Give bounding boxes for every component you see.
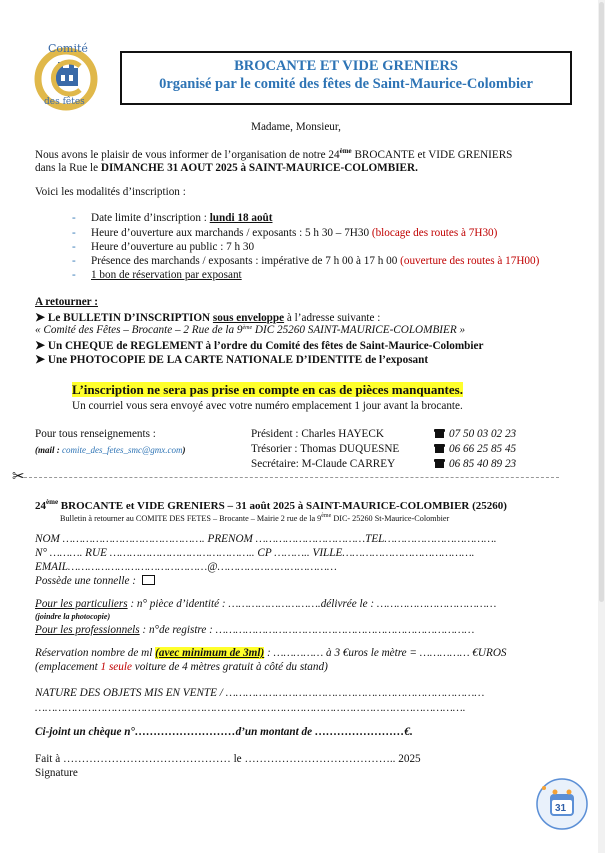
phone-president: 07 50 03 02 23 [434, 428, 516, 441]
field-nom-prenom-tel[interactable]: NOM ……………………………………. PRENOM ……………………………TEL……………………………. [35, 533, 497, 545]
courriel-note: Un courriel vous sera envoyé avec votre numéro emplacement 1 jour avant la brocante. [72, 400, 463, 412]
phone-icon [434, 459, 445, 468]
modalite-item: Heure d’ouverture au public : 7 h 30 [91, 241, 255, 253]
contact-intro: Pour tous renseignements : [35, 428, 156, 440]
contact-tresorier: Trésorier : Thomas DUQUESNE [251, 443, 400, 455]
arrow-icon: ➤ [35, 310, 46, 324]
field-email[interactable]: EMAIL……………………………………@……………………………… [35, 561, 337, 573]
warning-text: L’inscription ne sera pas prise en compte en cas de pièces manquantes. [72, 382, 463, 397]
field-cheque[interactable]: Ci-joint un chèque n°………………………d’un montant de ……………………€. [35, 726, 413, 738]
retourner-item-2: ➤ Un CHEQUE de REGLEMENT à l’ordre du Comité des fêtes de Saint-Maurice-Colombier [35, 338, 484, 352]
bulletin-subtitle: Bulletin à retourner au COMITE DES FETES – Brocante – Mairie 2 rue de la 9ème DIC- 25260 St-Maurice-Colombier [60, 513, 450, 523]
tonnelle-checkbox[interactable] [142, 575, 155, 585]
bullet-dash-icon: - [72, 227, 76, 239]
calendar-badge[interactable] [536, 778, 588, 830]
field-nature-objets-2[interactable]: …………………………………………………………………………………………………………………. [35, 702, 466, 714]
modalite-item: Date limite d’inscription : lundi 18 août [91, 212, 273, 224]
contact-president: Président : Charles HAYECK [251, 428, 384, 440]
email-link[interactable]: comite_des_fetes_smc@gmx.com [62, 445, 183, 455]
scissors-icon: ✂ [12, 469, 25, 485]
arrow-icon: ➤ [35, 352, 46, 366]
retourner-address: « Comité des Fêtes – Brocante – 2 Rue de la 9ème DIC 25260 SAINT-MAURICE-COLOMBIER » [35, 324, 466, 336]
field-nature-objets[interactable]: NATURE DES OBJETS MIS EN VENTE / …………………………………………………………………… [35, 687, 485, 699]
retourner-title: A retourner : [35, 296, 98, 308]
field-professionnels[interactable]: Pour les professionnels : n°de registre : …………………………………………………………………… [35, 624, 475, 636]
minimum-highlight: (avec minimum de 3ml) [155, 647, 265, 659]
modalite-item: Présence des marchands / exposants : impérative de 7 h 00 à 17 h 00 (ouverture des routes à 17H00) [91, 255, 540, 267]
comite-logo [32, 40, 104, 114]
logo-bottom-text: des fêtes [44, 97, 85, 107]
contact-secretaire: Secrétaire: M-Claude CARREY [251, 458, 396, 470]
event-date: DIMANCHE 31 AOUT 2025 à SAINT-MAURICE-COLOMBIER. [100, 162, 418, 175]
modalites-title: Voici les modalités d’inscription : [35, 186, 186, 198]
bullet-dash-icon: - [72, 269, 76, 281]
deadline-date: lundi 18 août [209, 212, 273, 224]
phone-secretaire: 06 85 40 89 23 [434, 458, 516, 471]
intro-text-3: dans la Rue le [35, 162, 101, 175]
phone-icon [434, 444, 445, 453]
joindre-note: (joindre la photocopie) [35, 612, 111, 621]
intro-paragraph [35, 147, 580, 176]
title-line-2: 0rganisé par le comité des fêtes de Saint-Maurice-Colombier [159, 76, 533, 93]
phone-tresorier: 06 66 25 85 45 [434, 443, 516, 456]
vertical-scrollbar[interactable] [598, 0, 605, 853]
logo-top-text: Comité [48, 42, 88, 55]
bullet-dash-icon: - [72, 241, 76, 253]
modalite-item: 1 bon de réservation par exposant [91, 269, 242, 281]
contact-mail: (mail : comite_des_fetes_smc@gmx.com) [35, 445, 186, 455]
signature-label: Signature [35, 767, 78, 779]
field-tonnelle: Possède une tonnelle : [35, 575, 155, 588]
field-particuliers[interactable]: Pour les particuliers : n° pièce d’identité : ……………………….délivrée le : ……………………………… [35, 598, 497, 610]
bullet-dash-icon: - [72, 212, 76, 224]
greeting: Madame, Monsieur, [251, 121, 341, 133]
modalite-item: Heure d’ouverture aux marchands / exposants : 5 h 30 – 7H30 (blocage des routes à 7H30) [91, 227, 498, 239]
phone-icon [434, 429, 445, 438]
bulletin-title: 24ème BROCANTE et VIDE GRENIERS – 31 août 2025 à SAINT-MAURICE-COLOMBIER (25260) [35, 498, 507, 512]
retourner-item-3: ➤ Une PHOTOCOPIE DE LA CARTE NATIONALE D’IDENTITE de l’exposant [35, 352, 429, 366]
header-title-box [120, 51, 572, 105]
intro-text-2: BROCANTE et VIDE GRENIERS [351, 149, 513, 161]
field-reservation[interactable]: Réservation nombre de ml (avec minimum de 3ml) : …………… à 3 €uros le mètre = …………… €UROS [35, 647, 507, 659]
retourner-item-1: ➤ Le BULLETIN D’INSCRIPTION sous enveloppe à l’adresse suivante : [35, 310, 381, 324]
calendar-day: 31 [555, 803, 567, 814]
field-fait-a[interactable]: Fait à ……………………………………… le ………………………………….. 2025 [35, 753, 421, 765]
intro-sup: ème [339, 147, 352, 155]
arrow-icon: ➤ [35, 338, 46, 352]
cut-line [24, 477, 559, 478]
bullet-dash-icon: - [72, 255, 76, 267]
title-line-1: BROCANTE ET VIDE GRENIERS [234, 58, 458, 74]
emplacement-note: (emplacement 1 seule voiture de 4 mètres gratuit à côté du stand) [35, 661, 328, 673]
scrollbar-thumb[interactable] [599, 2, 604, 602]
field-adresse[interactable]: N° ………. RUE …………………………………….. CP ……….. VILLE…………………………………. [35, 547, 475, 559]
intro-text-1: Nous avons le plaisir de vous informer de l’organisation de notre 24 [35, 149, 340, 161]
